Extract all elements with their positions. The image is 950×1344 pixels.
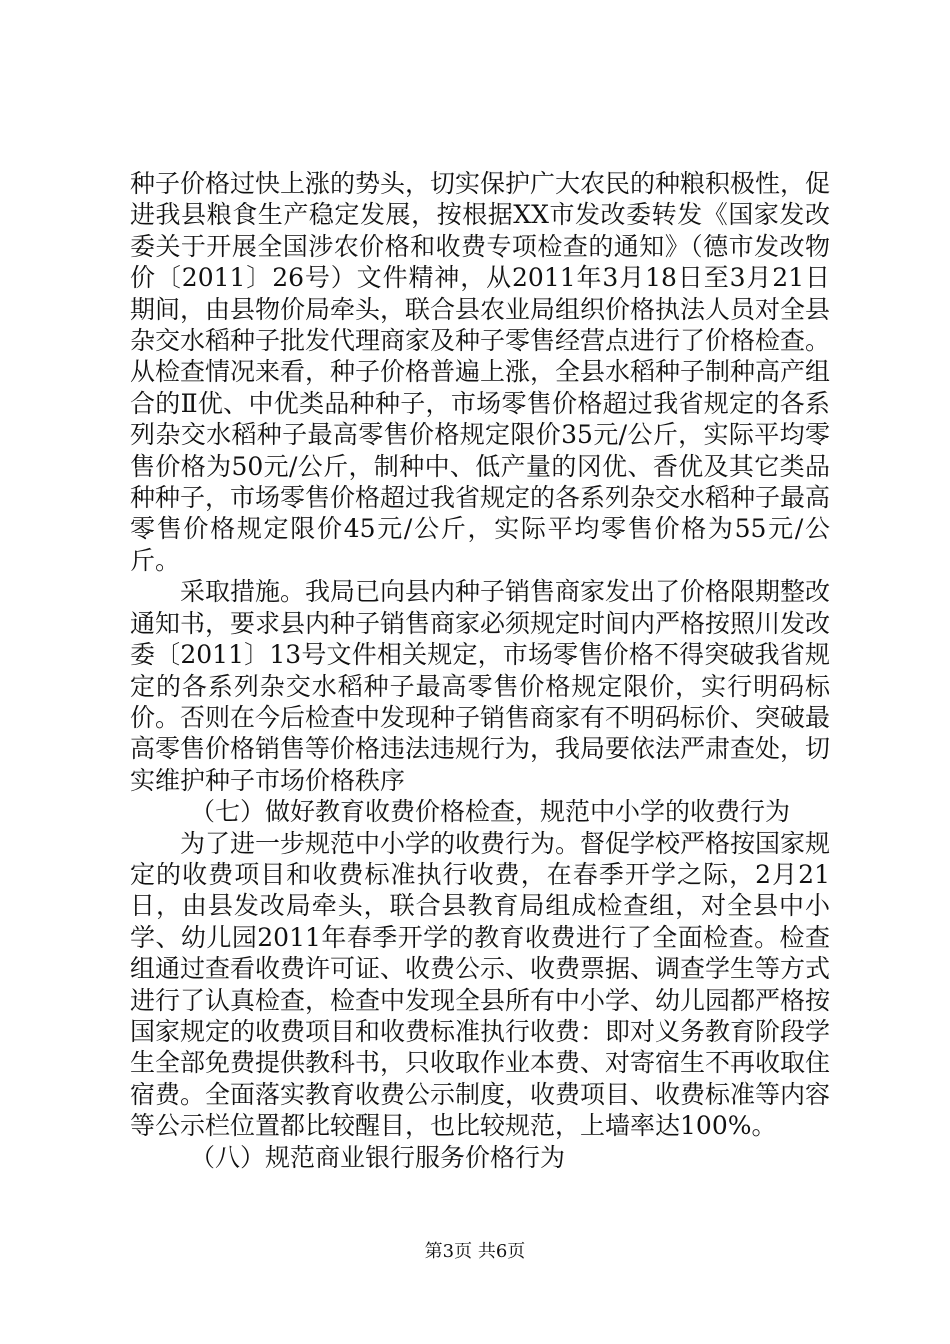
paragraph-education-fees: 为了进一步规范中小学的收费行为。督促学校严格按国家规定的收费项目和收费标准执行收费，在春季开学之际，2月21日，由县发改局牵头，联合县教育局组成检查组，对全县中小学、幼儿园2011年春季开学的教育收费进行了全面检查。检查组通过查看收费许可证、收费公示、收费票据、调查学生等方式进行了认真检查，检查中发现全县所有中小学、幼儿园都严格按国家规定的收费项目和收费标准执行收费：即对义务教育阶段学生全部免费提供教科书，只收取作业本费、对寄宿生不再收取住宿费。全面落实教育收费公示制度，收费项目、收费标准等内容等公示栏位置都比较醒目，也比较规范，上墙率达100%。 [130, 828, 831, 1141]
page-footer [0, 1241, 950, 1263]
section-heading-7: （七）做好教育收费价格检查，规范中小学的收费行为 [190, 797, 791, 827]
paragraph-seed-price-intro: 种子价格过快上涨的势头，切实保护广大农民的种粮积极性，促进我县粮食生产稳定发展，按根据XX市发改委转发《国家发改委关于开展全国涉农价格和收费专项检查的通知》（德市发改物价〔2011〕26号）文件精神，从2011年3月18日至3月21日期间，由县物价局牵头，联合县农业局组织价格执法人员对全县杂交水稻种子批发代理商家及种子零售经营点进行了价格检查。从检查情况来看，种子价格普遍上涨，全县水稻种子制种高产组合的Ⅱ优、中优类品种种子，市场零售价格超过我省规定的各系列杂交水稻种子最高零售价格规定限价35元/公斤，实际平均零售价格为50元/公斤，制种中、低产量的冈优、香优及其它类品种种子，市场零售价格超过我省规定的各系列杂交水稻种子最高零售价格规定限价45元/公斤，实际平均零售价格为55元/公斤。 [130, 169, 831, 575]
page-number-label: 第3页 共6页 [424, 1241, 526, 1262]
paragraph-measures: 采取措施。我局已向县内种子销售商家发出了价格限期整改通知书，要求县内种子销售商家必须规定时间内严格按照川发改委〔2011〕13号文件相关规定，市场零售价格不得突破我省规定的各系列杂交水稻种子最高零售价格规定限价，实行明码标价。否则在今后检查中发现种子销售商家有不明码标价、突破最高零售价格销售等价格违法违规行为，我局要依法严肃查处，切实维护种子市场价格秩序 [130, 577, 831, 795]
section-heading-8: （八）规范商业银行服务价格行为 [190, 1142, 566, 1172]
document-body [130, 168, 830, 1173]
